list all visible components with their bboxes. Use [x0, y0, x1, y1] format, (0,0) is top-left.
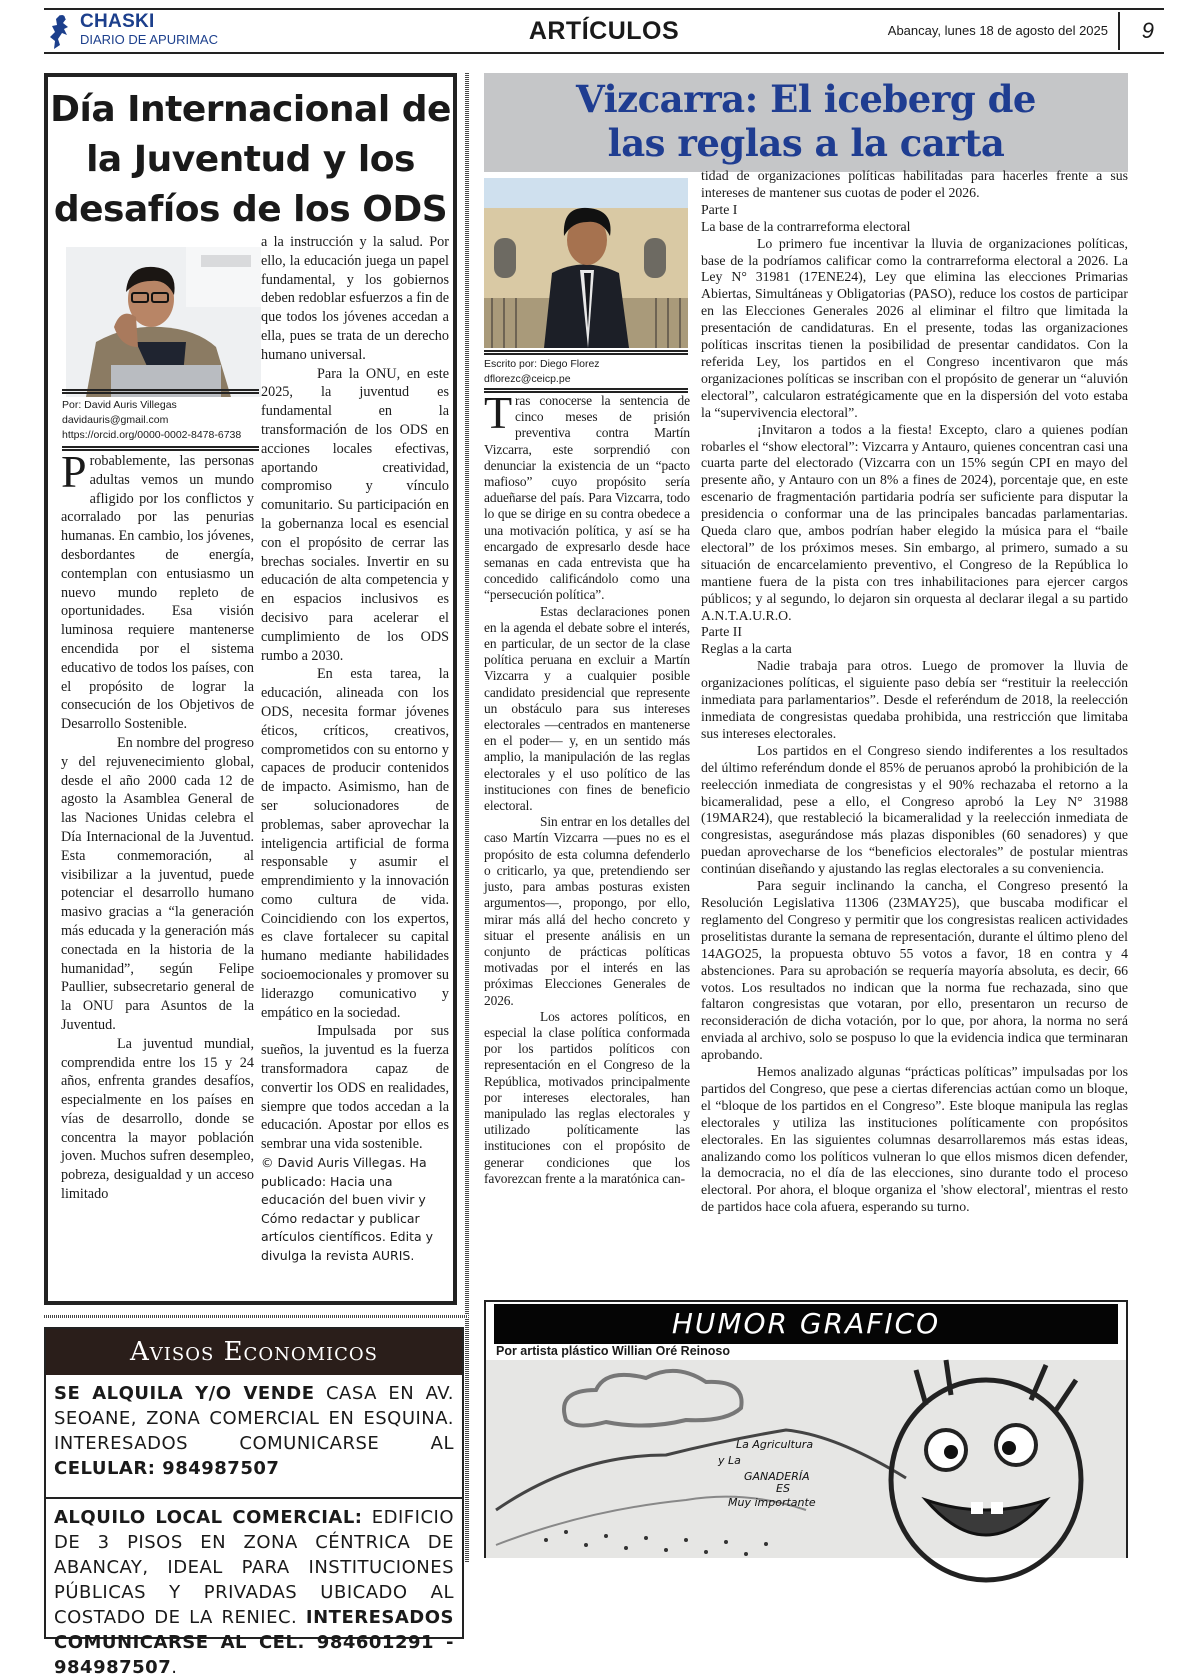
paragraph: Para seguir inclinando la cancha, el Congreso presentó la Resolución Legislativa 11306 (23MAY25), que buscaba modificar el reglamento del Congreso y permitir que los congresistas realicen actividades proselitistas durante la semana de representación, durante el último pleno del 14AGO25, la propuesta obtuvo 55 votos a favor, 18 en contra y 4 abstenciones. Para su aprobación se requería mayoría absoluta, es decir, 66 votos. Los resultados no indican que la norma fue rechazada, sino que faltaron congresistas que votaran, por ello, presentaron un recurso de reconsideración de dicha votación, por lo que, por ahora, la norma no será enviada al archivo, solo se pospuso lo que la evidencia indica que terminaran aprobando. — [701, 878, 1128, 1063]
subhead-part-2-title: Reglas a la carta — [701, 641, 792, 657]
ad-lead: SE ALQUILA Y/O VENDE — [54, 1383, 315, 1404]
paragraph: ¡Invitaron a todos a la fiesta! Excepto, claro a quienes podían robarles el “show electoral”: Vizcarra y Antauro, quienes concentran casi una cuarta parte del electorado (Vizcarra con un 15% según CPI en mayo del presente año, y Antauro con un 8% a fines de 2024), porcentaje que, en este escenario de fragmentación partidaria podría ser suficiente para disputar la presidencia o conformar una de las principales bancadas parlamentarias. Queda claro que, ambos podrían haber elegido la música para el “baile electoral” de los próximos meses. Sin embargo, al primero, sumado a su situación de encarcelamiento preventivo, el Congreso de la República lo mantiene fuera de la pista con tres inhabilitaciones para ejercer cargos públicos; y al segundo, lo dejaron sin orquesta al declarar ilegal a su partido A.N.T.A.U.R.O. — [701, 421, 1128, 623]
article-column-2 — [701, 168, 1128, 1216]
paragraph: La juventud mundial, comprendida entre los 15 y 24 años, enfrenta grandes desafíos, especialmente en los países en vías de desarrollo, donde se concentra la mayor población joven. Muchos sufren desempleo, pobreza, desigualdad y un acceso limitado — [61, 1035, 254, 1203]
byline-rule-top — [62, 389, 259, 394]
author-name: Por: David Auris Villegas — [62, 399, 177, 411]
paragraph: Tras conocerse la sentencia de cinco meses de prisión preventiva contra Martín Vizcarra, este sorprendió con denunciar la existencia de un “pacto mafioso” cuyo propósito sería adueñarse del país. Para Vizcarra, todo lo que se dirige en su contra obedece a una motivación política, y así se ha encargado de expresarlo desde hace semanas en cada entrevista que ha concedido calificándolo como una “persecución política”. — [484, 387, 690, 603]
cartoon-text: y La — [718, 1454, 741, 1467]
section-title: ARTÍCULOS — [528, 17, 680, 45]
classifieds-box — [44, 1327, 464, 1678]
cartoon-drawing — [486, 1360, 1126, 1556]
cartoon-text: Muy importante — [728, 1496, 816, 1509]
drop-cap: T — [484, 387, 512, 438]
paragraph: En nombre del progreso y del rejuvenecimiento global, desde el año 2000 cada 12 de agosto la Asamblea General de las Naciones Unidas celebra el Día Internacional de la Juventud. Esta conmemoración, al visibilizar a la juventud, puede potenciar el desarrollo humano masivo gracias a “la generación más educada y la generación más conectada en la historia de la humanidad”, según Felipe Paullier, subsecretario general de la ONU para Asuntos de la Juventud. — [61, 734, 254, 1033]
paragraph: Sin entrar en los detalles del caso Martín Vizcarra —pues no es el propósito de esta columna defenderlo o criticarlo, ya que, pretendiendo ser justo, para ambas posturas existen argumentos—, propongo, por ello, mirar más allá del hecho concreto y situar el presente análisis en un conjunto de prácticas políticas motivadas por el interés en las próximas Elecciones Generales de 2026. — [484, 814, 690, 1008]
ad-contact[interactable]: INTERESADOS COMUNICARSE AL CEL. 984601291 - 984987507 — [54, 1607, 454, 1678]
classifieds-title: Avisos Economicos — [46, 1329, 462, 1375]
author-photo-image — [66, 247, 261, 397]
byline-rule-bottom — [62, 446, 259, 451]
cartoon-credit: Por artista plástico Willian Oré Reinoso — [496, 1344, 730, 1358]
article-headline-band — [484, 73, 1128, 172]
author-photo — [66, 247, 261, 397]
paragraph: Probablemente, las personas adultas vemos un mundo afligido por los conflictos y acorralado por las penurias humanas. En cambio, los jóvenes, desbordantes de energía, contemplan con entusiasmo un nuevo mundo repleto de oportunidades. Esa visión luminosa requiere mantenerse encendida por el sistema educativo de todos los países, con el propósito de lograr la consecución de los Objetivos de Desarrollo Sostenible. — [61, 446, 254, 733]
column-divider — [465, 73, 469, 1563]
author-byline — [62, 398, 241, 443]
cartoon-text: ES — [776, 1482, 790, 1495]
author-byline — [484, 357, 600, 387]
section-divider — [44, 1315, 468, 1318]
cartoon-box — [484, 1300, 1128, 1558]
author-note: © David Auris Villegas. Ha publicado: Hacia una educación del buen vivir y Cómo redactar y publicar artículos científicos. Edita y divulga la revista AURIS. — [261, 1155, 433, 1263]
paragraph: Estas declaraciones ponen en la agenda el debate sobre el interés, en particular, de un sector de la clase política peruana en excluir a Martín Vizcarra y a cualquier posible candidato presidencial que represente un obstáculo para sus intereses electorales —centrados en mantenerse en el poder— y, en un sentido más amplio, la manipulación de las reglas electorales y el uso político de las instituciones con fines de beneficio electoral. — [484, 603, 690, 814]
masthead — [44, 8, 1164, 54]
byline-rule-top — [484, 350, 688, 355]
brand-name: CHASKI — [80, 11, 155, 32]
paragraph: Los actores políticos, en especial la clase política conformada por los partidos políticos con representación en el Congreso de la República, motivados principalmente por intereses electorales, han manipulado las reglas electorales y utilizado políticamente las instituciones con el propósito de generar condiciones que los favorezcan frente a la maratónica can- — [484, 1008, 690, 1186]
paragraph: Lo primero fue incentivar la lluvia de organizaciones políticas, base de la podríamos calificar como la contrarreforma electoral a 2026. La Ley N° 31981 (17ENE24), Ley que elimina las elecciones Primarias Abiertas, Simultáneas y Obligatorias (PASO), reduce los costos de participar en las Elecciones Generales 2026 al eliminar el filtro que limitada la presentación de candidaturas. En el presente, todas las organizaciones políticas inscritas tienen la posibilidad de presentar candidatos. Con la referida Ley, los partidos en el Congreso incentivaron que más organizaciones políticas se inscriban con el propósito de generar un “aluvión electoral”, calcularon estratégicamente que en la dispersión del voto estaba la “supervivencia electoral”. — [701, 235, 1128, 420]
cartoon-title: HUMOR GRAFICO — [494, 1304, 1118, 1344]
dateline: Abancay, lunes 18 de agosto del 2025 — [887, 23, 1108, 38]
paragraph: Impulsada por sus sueños, la juventud es la fuerza transformadora capaz de convertir los ODS en realidades, siempre que todos accedan a la educación. Apostar por ellos es sembrar una vida sostenible. — [261, 1023, 449, 1153]
page-number-divider — [1118, 12, 1120, 50]
ad-body: CASA EN AV. SEOANE, ZONA COMERCIAL EN ESQUINA. INTERESADOS COMUNICARSE AL — [54, 1383, 454, 1454]
cartoon-text: GANADERÍA — [744, 1470, 810, 1483]
author-email[interactable]: dflorezc@ceicp.pe — [484, 373, 571, 385]
article-youth-day — [44, 73, 457, 1305]
cartoon-illustration — [486, 1360, 1126, 1558]
subhead-part-1-title: La base de la contrarreforma electoral — [701, 218, 911, 234]
author-photo — [484, 178, 688, 348]
paragraph: Nadie trabaja para otros. Luego de promover la lluvia de organizaciones políticas, el siguiente paso debía ser “restituir la reelección inmediata para parlamentarios”. Desde el referéndum de 2018, la reelección inmediata de congresistas quedaba prohibida, una restricción que limitaba sus intereses electorales. — [701, 658, 1128, 741]
article-column-1 — [61, 446, 254, 1204]
article-title: Vizcarra: El iceberg de las reglas a la carta — [576, 77, 1036, 165]
paragraph: En esta tarea, la educación, alineada con los ODS, necesita formar jóvenes éticos, críticos, creativos, comprometidos con su entorno y capaces de producir contenidos de impacto. Asimismo, han de ser solucionadores de problemas, saber aprovechar la inteligencia artificial de forma responsable y asumir el emprendimiento y la innovación como cultura de vida. Coincidiendo con los expertos, es clave fortalecer su capital humano mediante habilidades socioemocionales y promover su liderazgo comunicativo y empático en la sociedad. — [261, 666, 449, 1021]
drop-cap: P — [61, 446, 87, 497]
subhead-part-2: Parte II — [701, 624, 742, 640]
classified-ad: ALQUILO LOCAL COMERCIAL: EDIFICIO DE 3 PISOS EN ZONA CÉNTRICA DE ABANCAY, IDEAL PARA INSTITUCIONES PÚBLICAS Y PRIVADAS UBICADO AL COSTADO DE LA RENIEC. INTERESADOS COMUNICARSE AL CEL. 984601291 - 984987507. — [54, 1507, 454, 1678]
brand-subtitle: DIARIO DE APURIMAC — [80, 32, 218, 47]
page-number: 9 — [1141, 18, 1154, 43]
paragraph: tidad de organizaciones políticas habilitadas para hacerles frente a sus intereses de mantener sus cuotas de poder el 2026. — [701, 168, 1128, 200]
article-title: Día Internacional de la Juventud y los desafíos de los ODS — [50, 89, 451, 230]
cartoon-text: La Agricultura — [736, 1438, 814, 1451]
article-column-2 — [261, 233, 449, 1265]
paragraph: Hemos analizado algunas “prácticas políticas” impulsadas por los partidos del Congreso, que pese a ciertas diferencias actúan como un bloque, el “bloque de los partidos en el Congreso”. Este bloque manipula las reglas electorales y utiliza las instituciones políticamente con propósitos electorales. En las siguientes columnas desarrollaremos más estas ideas, analizando como los políticos vulneran lo que ellos mismos dicen defender, la democracia, no el día de las elecciones, sino durante todo el proceso electoral. Por ahora, el bloque organiza el 'show electoral', mientras el resto de partidos hace cola afuera, esperando su turno. — [701, 1064, 1128, 1215]
ad-lead: ALQUILO LOCAL COMERCIAL: — [54, 1507, 363, 1528]
article-column-1 — [484, 387, 690, 1187]
ad-body: EDIFICIO DE 3 PISOS EN ZONA CÉNTRICA DE ABANCAY, IDEAL PARA INSTITUCIONES PÚBLICAS Y PRIVADAS UBICADO AL COSTADO DE LA RENIEC. — [54, 1507, 454, 1628]
author-photo-image — [484, 178, 688, 348]
subhead-part-1: Parte I — [701, 201, 738, 217]
ad-contact[interactable]: CELULAR: 984987507 — [54, 1458, 280, 1479]
author-email[interactable]: davidauris@gmail.com — [62, 414, 169, 426]
paragraph: Los partidos en el Congreso siendo indiferentes a los resultados del último referéndum donde el 85% de peruanos aprobó la prohibición de la reelección inmediata de congresistas y el 90% rechazaba el retorno a la bicameralidad, pese a ello, el Congreso aprobó la Ley N° 31988 (19MAR24), que restableció la bicameralidad y la reelección inmediata de congresistas, asegurándose más plazas disponibles (60 senadores) y que puedan aprovecharse de los “beneficios electorales” de postular mientras continúan diseñando y ajustando las reglas electorales a su conveniencia. — [701, 742, 1128, 877]
author-name: Escrito por: Diego Florez — [484, 358, 600, 370]
paragraph: Para la ONU, en este 2025, la juventud es fundamental en la transformación de los ODS en acciones locales efectivas, aportando creatividad, compromiso y vínculo comunitario. Su participación en la gobernanza local es esencial con el propósito de cerrar las brechas sociales. Invertir en su educación de alta competencia y en espacios inclusivos es decisivo para acelerar el cumplimiento de los ODS rumbo a 2030. — [261, 365, 449, 664]
paragraph: a la instrucción y la salud. Por ello, la educación juega un papel fundamental, y los gobiernos deben redoblar esfuerzos a fin de que todos los jóvenes accedan a ella, pues se trata de un derecho humano universal. — [261, 234, 449, 363]
author-orcid[interactable]: https://orcid.org/0000-0002-8478-6738 — [62, 429, 242, 441]
classified-ad — [46, 1375, 462, 1481]
